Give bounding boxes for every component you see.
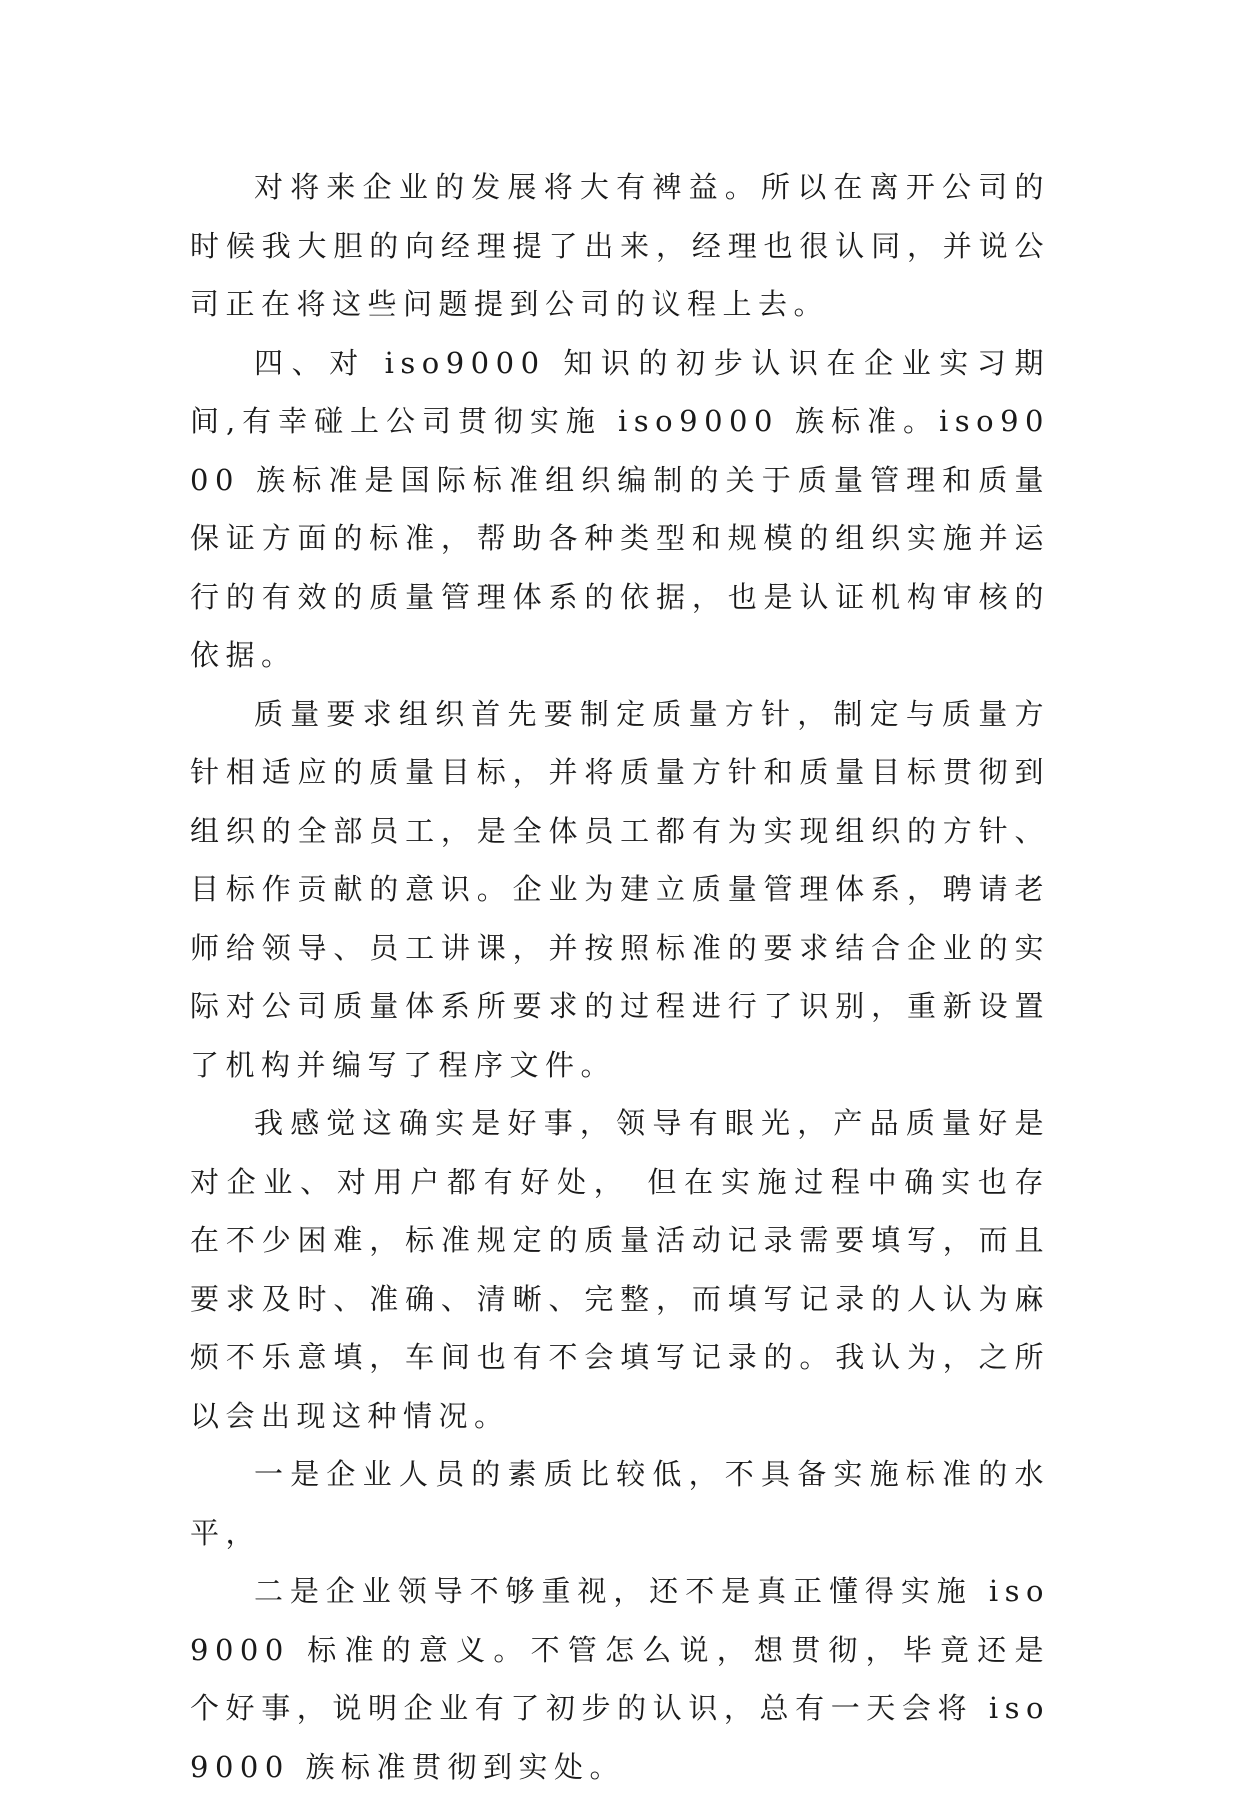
- paragraph-1: 对将来企业的发展将大有裨益。所以在离开公司的时候我大胆的向经理提了出来，经理也很认同，并说公司正在将这些问题提到公司的议程上去。: [190, 170, 1050, 321]
- paragraph-5: 一是企业人员的素质比较低，不具备实施标准的水平，: [190, 1457, 1050, 1550]
- document-body: [190, 158, 1050, 1796]
- paragraph-6: 二是企业领导不够重视，还不是真正懂得实施 iso9000 标准的意义。不管怎么说，想贯彻，毕竟还是个好事，说明企业有了初步的认识，总有一天会将 iso9000 族标准贯彻到实处。: [190, 1574, 1050, 1784]
- paragraph-3: 质量要求组织首先要制定质量方针，制定与质量方针相适应的质量目标，并将质量方针和质量目标贯彻到组织的全部员工，是全体员工都有为实现组织的方针、目标作贡献的意识。企业为建立质量管理体系，聘请老师给领导、员工讲课，并按照标准的要求结合企业的实际对公司质量体系所要求的过程进行了识别，重新设置了机构并编写了程序文件。: [190, 696, 1050, 1082]
- paragraph-2: 四、对 iso9000 知识的初步认识在企业实习期间,有幸碰上公司贯彻实施 iso9000 族标准。iso9000 族标准是国际标准组织编制的关于质量管理和质量保证方面的标准，帮助各种类型和规模的组织实施并运行的有效的质量管理体系的依据，也是认证机构审核的依据。: [190, 345, 1050, 672]
- paragraph-4: 我感觉这确实是好事，领导有眼光，产品质量好是对企业、对用户都有好处， 但在实施过程中确实也存在不少困难，标准规定的质量活动记录需要填写，而且要求及时、准确、清晰、完整，而填写记录的人认为麻烦不乐意填，车间也有不会填写记录的。我认为，之所以会出现这种情况。: [190, 1106, 1050, 1433]
